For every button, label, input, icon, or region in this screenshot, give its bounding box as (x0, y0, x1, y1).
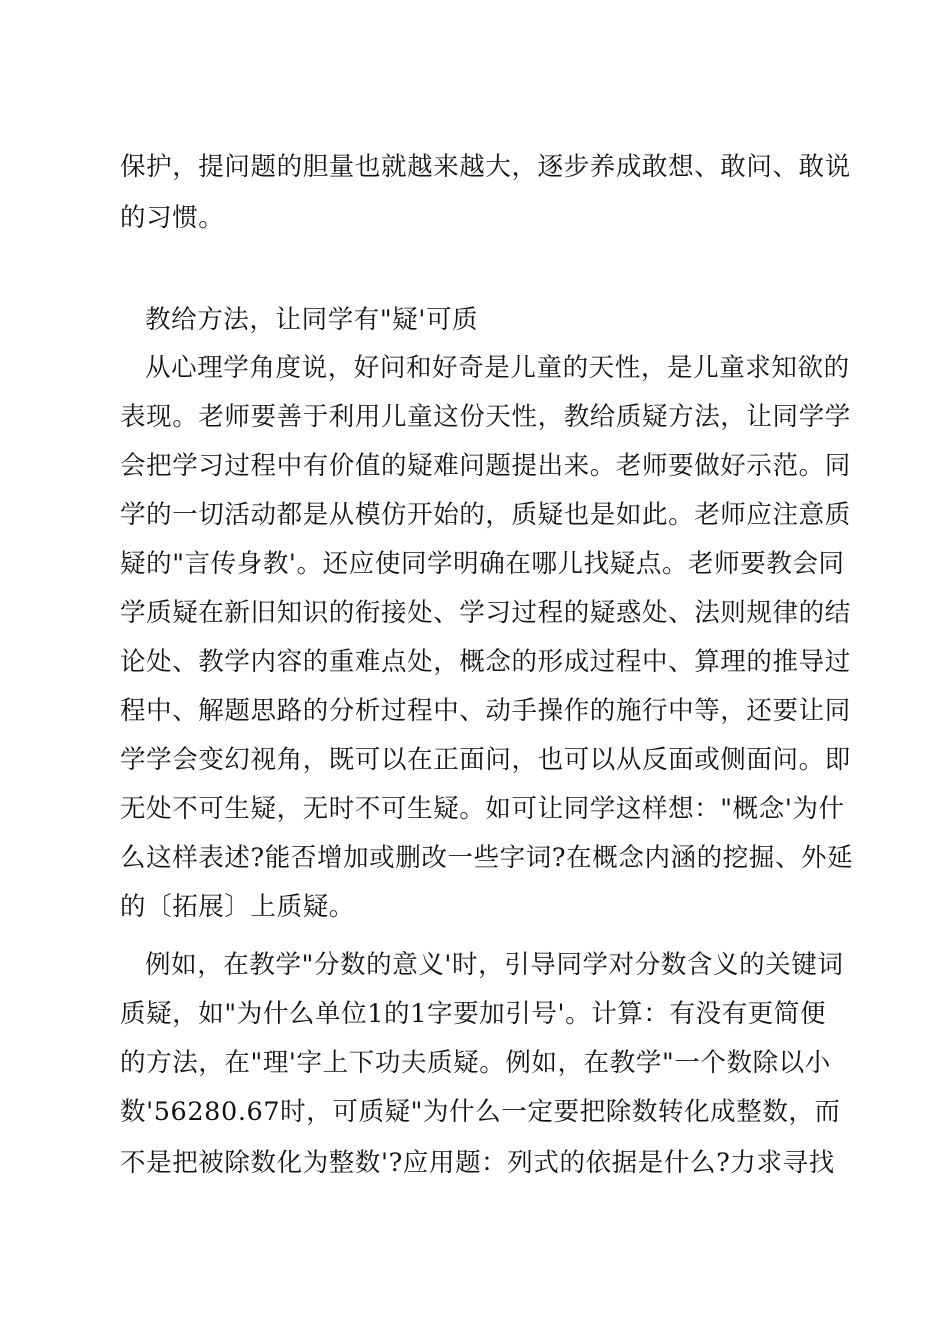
text-line: 会把学习过程中有价值的疑难问题提出来。老师要做好示范。同 (120, 451, 851, 481)
text-line: 学的一切活动都是从模仿开始的，质疑也是如此。老师应注意质 (120, 500, 851, 530)
text-line: 例如，在教学"分数的意义'时，引导同学对分数含义的关键词 (145, 950, 844, 980)
text-line: 论处、教学内容的重难点处，概念的形成过程中、算理的推导过 (120, 647, 851, 677)
text-line: 疑的"言传身教'。还应使同学明确在哪儿找疑点。老师要教会同 (120, 549, 845, 579)
text-line: 的习惯。 (120, 203, 225, 233)
text-line: 保护，提问题的胆量也就越来越大，逐步养成敢想、敢问、敢说 (120, 152, 851, 182)
text-line: 程中、解题思路的分析过程中、动手操作的施行中等，还要让同 (120, 696, 851, 726)
text-line: 不是把被除数化为整数'?应用题：列式的依据是什么?力求寻找 (120, 1148, 835, 1178)
text-line: 无处不可生疑，无时不可生疑。如可让同学这样想："概念'为什 (120, 794, 845, 824)
text-line: 的〔拓展〕上质疑。 (120, 892, 355, 922)
text-line: 的方法，在"理'字上下功夫质疑。例如，在教学"一个数除以小 (120, 1048, 831, 1078)
text-line: 表现。老师要善于利用儿童这份天性，教给质疑方法，让同学学 (120, 402, 851, 432)
text-line: 学质疑在新旧知识的衔接处、学习过程的疑惑处、法则规律的结 (120, 598, 851, 628)
section-heading: 教给方法，让同学有"疑'可质 (145, 305, 479, 335)
text-line: 质疑，如"为什么单位1的1字要加引号'。计算：有没有更简便 (120, 999, 827, 1029)
text-line: 学学会变幻视角，既可以在正面问，也可以从反面或侧面问。即 (120, 745, 851, 775)
text-line: 数'56280.67时，可质疑"为什么一定要把除数转化成整数，而 (120, 1097, 841, 1127)
text-line: 从心理学角度说，好问和好奇是儿童的天性，是儿童求知欲的 (145, 353, 850, 383)
text-line: 么这样表述?能否增加或删改一些字词?在概念内涵的挖掘、外延 (120, 843, 854, 873)
